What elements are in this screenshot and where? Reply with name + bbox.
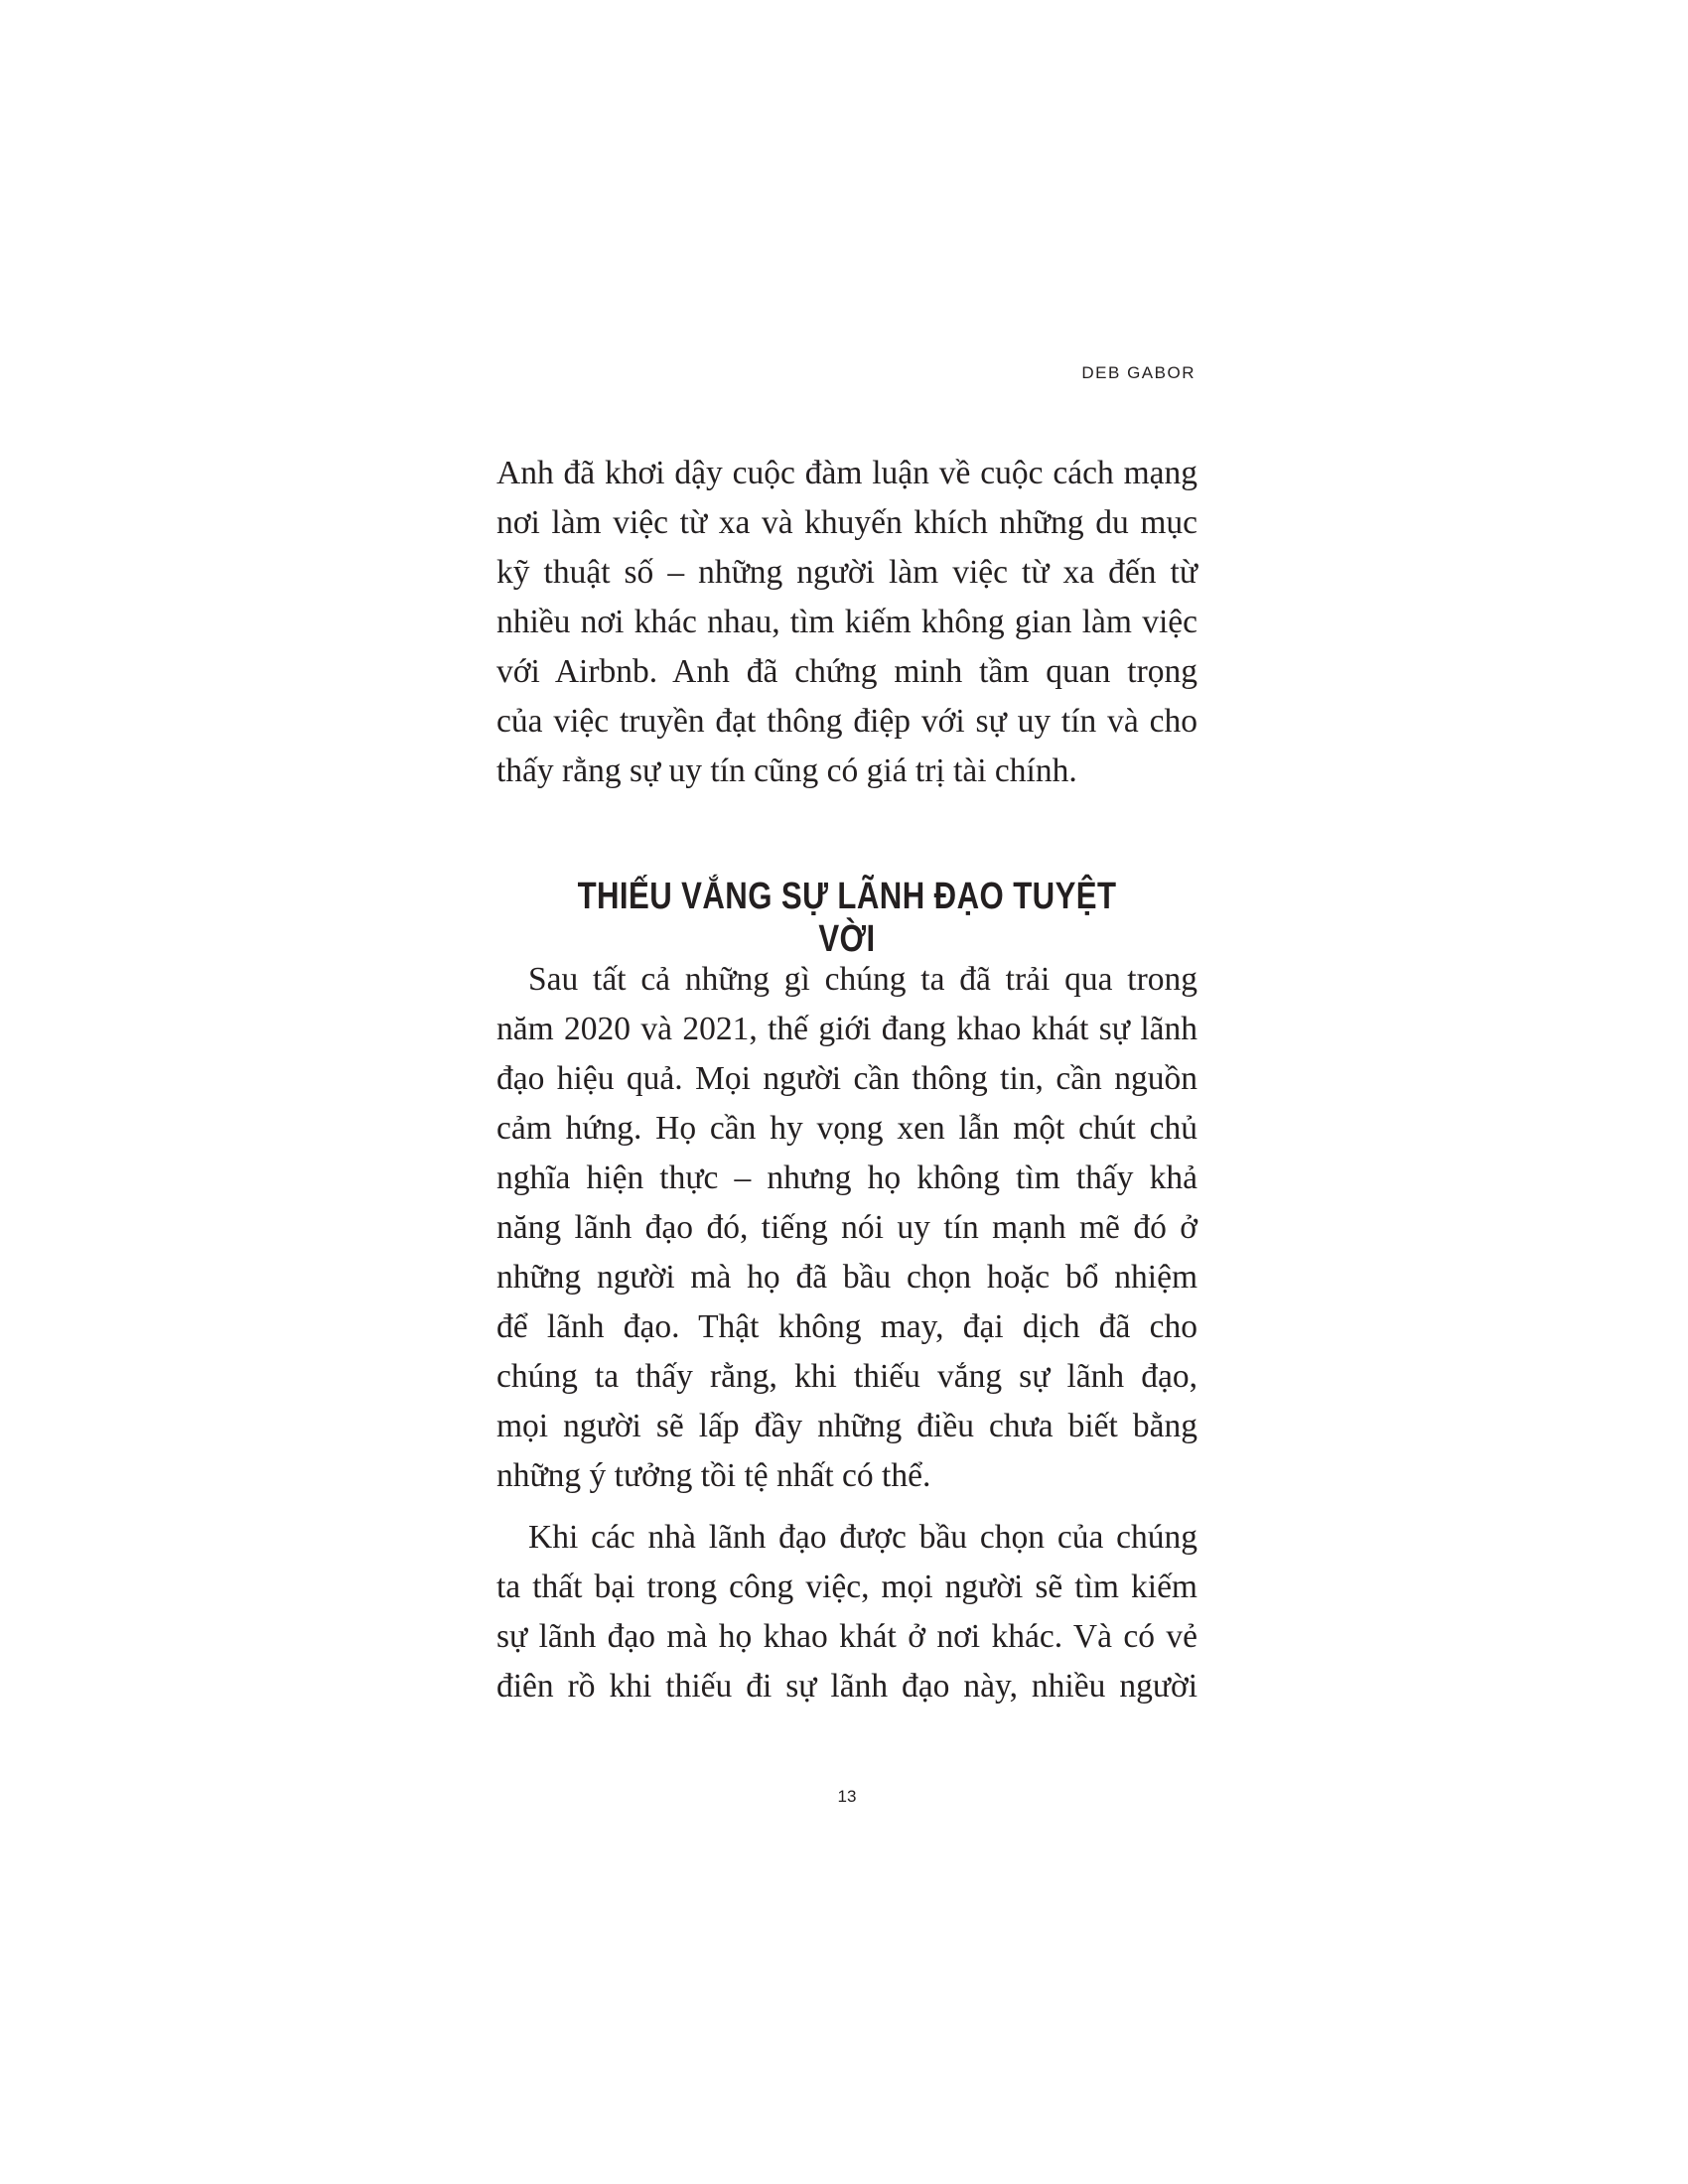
page-number: 13 [837, 1787, 857, 1806]
text-line: năm 2020 và 2021, thế giới đang khao khát sự lãnh [496, 1011, 1197, 1047]
text-line: năng lãnh đạo đó, tiếng nói uy tín mạnh mẽ đó ở [496, 1209, 1197, 1246]
text-line: nơi làm việc từ xa và khuyến khích những du mục [496, 504, 1197, 541]
text-line: Anh đã khơi dậy cuộc đàm luận về cuộc cách mạng [496, 455, 1197, 491]
text-line: nhiều nơi khác nhau, tìm kiếm không gian làm việc [496, 604, 1197, 640]
paragraph-3 [496, 1513, 1197, 1711]
text-line: chúng ta thấy rằng, khi thiếu vắng sự lãnh đạo, [496, 1358, 1197, 1395]
running-head: DEB GABOR [1081, 363, 1196, 382]
text-line: thấy rằng sự uy tín cũng có giá trị tài chính. [496, 752, 1077, 789]
paragraph-2 [496, 955, 1197, 1501]
text-line: để lãnh đạo. Thật không may, đại dịch đã cho [496, 1308, 1197, 1345]
text-line: sự lãnh đạo mà họ khao khát ở nơi khác. Và có vẻ [496, 1618, 1197, 1655]
text-line: Khi các nhà lãnh đạo được bầu chọn của chúng [528, 1519, 1197, 1556]
text-line: những người mà họ đã bầu chọn hoặc bổ nhiệm [496, 1259, 1197, 1296]
text-line: cảm hứng. Họ cần hy vọng xen lẫn một chút chủ [496, 1110, 1197, 1147]
text-line: mọi người sẽ lấp đầy những điều chưa biết bằng [496, 1408, 1197, 1444]
text-line: với Airbnb. Anh đã chứng minh tầm quan trọng [496, 653, 1197, 690]
section-heading: THIẾU VẮNG SỰ LÃNH ĐẠO TUYỆT VỜI [577, 876, 1117, 960]
text-line: Sau tất cả những gì chúng ta đã trải qua trong [528, 961, 1197, 998]
text-line: của việc truyền đạt thông điệp với sự uy tín và cho [496, 703, 1197, 740]
text-line: đạo hiệu quả. Mọi người cần thông tin, cần nguồn [496, 1060, 1197, 1097]
text-line: kỹ thuật số – những người làm việc từ xa đến từ [496, 554, 1197, 591]
text-line: điên rồ khi thiếu đi sự lãnh đạo này, nhiều người [496, 1668, 1197, 1705]
text-line: nghĩa hiện thực – nhưng họ không tìm thấy khả [496, 1160, 1197, 1196]
text-line: những ý tưởng tồi tệ nhất có thể. [496, 1457, 931, 1494]
paragraph-1 [496, 449, 1197, 796]
text-line: ta thất bại trong công việc, mọi người sẽ tìm kiếm [496, 1569, 1197, 1605]
